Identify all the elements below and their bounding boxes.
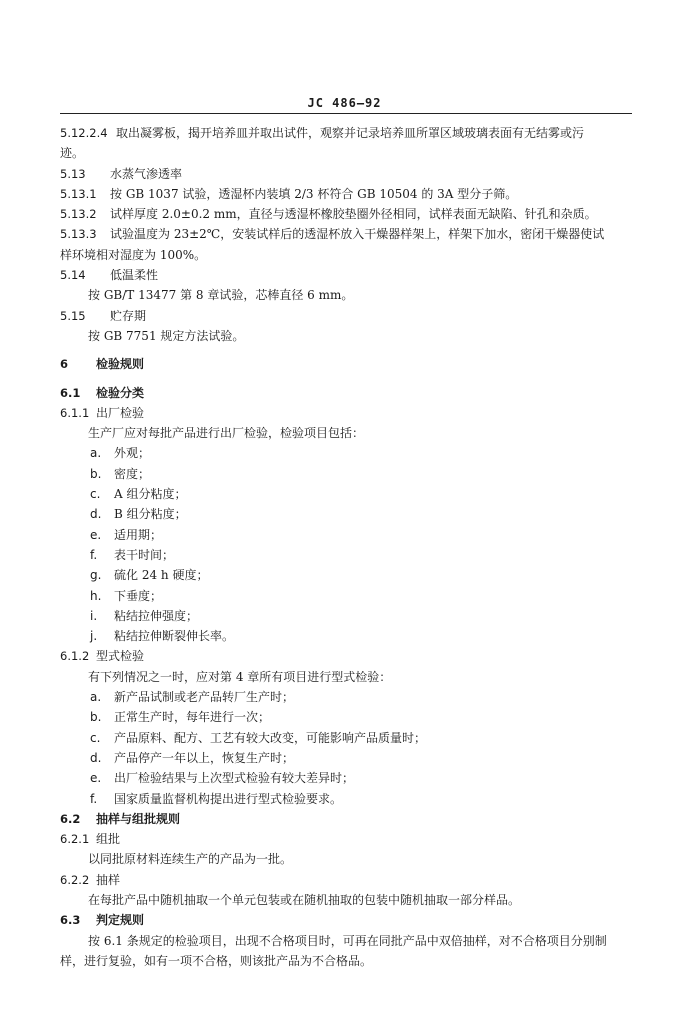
- clause-text: 按 6.1 条规定的检验项目，出现不合格项目时，可再在同批产品中双倍抽样，对不合格项目分别制: [88, 933, 607, 948]
- clause-text: 按 GB/T 13477 第 8 章试验，芯棒直径 6 mm。: [88, 288, 354, 303]
- list-label: c.: [90, 730, 101, 745]
- clause-text: 按 GB 1037 试验，透湿杯内装填 2/3 杯符合 GB 10504 的 3A 型分子筛。: [110, 186, 518, 201]
- clause-5-13: [60, 164, 640, 184]
- clause-6-1-1: [60, 403, 640, 423]
- list-item: [60, 565, 640, 585]
- list-label: i.: [90, 608, 98, 623]
- list-text: 硫化 24 h 硬度；: [114, 568, 209, 583]
- list-text: 产品停产一年以上，恢复生产时；: [114, 750, 295, 765]
- clause-text: 在每批产品中随机抽取一个单元包装或在随机抽取的包装中随机抽取一部分样品。: [88, 892, 521, 907]
- clause-title: 判定规则: [96, 913, 145, 928]
- list-label: a.: [90, 690, 102, 705]
- clause-5-15-text: [60, 326, 640, 346]
- clause-6-2-1: [60, 829, 640, 849]
- list-text: 产品原料、配方、工艺有较大改变，可能影响产品质量时；: [114, 730, 427, 745]
- clause-title: 抽样: [96, 872, 121, 887]
- document-body: [60, 123, 640, 971]
- clause-text: 取出凝雾板，揭开培养皿并取出试件，观察并记录培养皿所罩区域玻璃表面有无结雾或污: [116, 126, 585, 140]
- clause-5-12-2-4-cont: [60, 143, 640, 163]
- clause-number: 5.13.2: [60, 207, 97, 222]
- clause-6-3: [60, 910, 640, 930]
- clause-title: 出厂检验: [96, 405, 145, 420]
- list-item: [60, 545, 640, 565]
- list-label: f.: [90, 547, 98, 562]
- list-label: a.: [90, 446, 102, 461]
- clause-5-14-text: [60, 285, 640, 305]
- list-label: g.: [90, 568, 102, 583]
- clause-number: 6.1.2: [60, 649, 90, 664]
- clause-5-13-1: [60, 184, 640, 204]
- clause-number: 5.13: [60, 166, 86, 181]
- list-item: [60, 443, 640, 463]
- clause-6-2: [60, 809, 640, 829]
- clause-text: 试样厚度 2.0±0.2 mm，直径与透湿杯橡胶垫圈外径相同，试样表面无缺陷、针孔和杂质。: [110, 207, 597, 222]
- clause-number: 5.13.3: [60, 227, 97, 242]
- clause-title: 组批: [96, 832, 121, 847]
- clause-number: 6.1.1: [60, 405, 90, 420]
- clause-title: 抽样与组批规则: [96, 811, 181, 826]
- clause-text: 试验温度为 23±2℃，安装试样后的透湿杯放入干燥器样架上，样架下加水，密闭干燥器使试: [110, 227, 605, 242]
- clause-text: 样，进行复验，如有一项不合格，则该批产品为不合格品。: [60, 953, 373, 968]
- clause-title: 水蒸气渗透率: [110, 166, 183, 181]
- clause-6-1-2: [60, 646, 640, 666]
- list-label: b.: [90, 466, 102, 481]
- clause-5-13-3: [60, 224, 640, 244]
- clause-number: 6.2.2: [60, 872, 90, 887]
- list-text: 适用期；: [114, 527, 163, 542]
- list-item: [60, 484, 640, 504]
- list-text: 新产品试制或老产品转厂生产时；: [114, 690, 295, 705]
- list-text: 外观；: [114, 446, 151, 461]
- list-text: 密度；: [114, 466, 151, 481]
- clause-number: 5.15: [60, 308, 86, 323]
- chapter-6: [60, 354, 640, 374]
- list-item: [60, 626, 640, 646]
- clause-text: 以同批原材料连续生产的产品为一批。: [88, 852, 293, 867]
- list-text: 正常生产时，每年进行一次；: [114, 710, 271, 725]
- list-label: j.: [90, 629, 98, 644]
- clause-number: 6.2: [60, 811, 81, 826]
- clause-number: 5.14: [60, 268, 86, 283]
- clause-text: 样环境相对湿度为 100%。: [60, 247, 207, 262]
- clause-6-3-text-cont: [60, 951, 640, 971]
- clause-text: 有下列情况之一时，应对第 4 章所有项目进行型式检验：: [88, 669, 392, 684]
- clause-5-13-2: [60, 204, 640, 224]
- clause-5-15: [60, 306, 640, 326]
- list-text: 国家质量监督机构提出进行型式检验要求。: [114, 791, 343, 806]
- list-label: f.: [90, 791, 98, 806]
- list-item: [60, 504, 640, 524]
- clause-5-14: [60, 265, 640, 285]
- clause-6-1-2-intro: [60, 667, 640, 687]
- clause-text: 按 GB 7751 规定方法试验。: [88, 328, 245, 343]
- list-label: d.: [90, 750, 102, 765]
- list-item: [60, 606, 640, 626]
- clause-title: 检验分类: [96, 385, 145, 400]
- page-header-doc-id: JC 486—92: [307, 96, 382, 110]
- clause-text: 迹。: [60, 146, 85, 161]
- list-item: [60, 464, 640, 484]
- chapter-title: 检验规则: [96, 357, 145, 372]
- list-text: 出厂检验结果与上次型式检验有较大差异时；: [114, 771, 355, 786]
- list-text: A 组分粘度；: [114, 487, 187, 502]
- clause-5-12-2-4: [60, 123, 640, 143]
- chapter-number: 6: [60, 357, 69, 372]
- clause-6-2-2-text: [60, 890, 640, 910]
- clause-text: 生产厂应对每批产品进行出厂检验，检验项目包括：: [88, 426, 365, 441]
- clause-number: 6.1: [60, 385, 81, 400]
- list-text: 粘结拉伸强度；: [114, 608, 199, 623]
- list-item: [60, 586, 640, 606]
- clause-number: 5.13.1: [60, 186, 97, 201]
- list-label: c.: [90, 487, 101, 502]
- list-item: [60, 768, 640, 788]
- list-item: [60, 728, 640, 748]
- clause-6-2-1-text: [60, 849, 640, 869]
- list-label: e.: [90, 771, 102, 786]
- list-label: d.: [90, 507, 102, 522]
- list-text: 粘结拉伸断裂伸长率。: [114, 629, 235, 644]
- clause-6-1: [60, 383, 640, 403]
- list-text: 下垂度；: [114, 588, 163, 603]
- list-label: b.: [90, 710, 102, 725]
- list-text: 表干时间；: [114, 547, 175, 562]
- clause-6-2-2: [60, 870, 640, 890]
- list-label: e.: [90, 527, 102, 542]
- clause-title: 型式检验: [96, 649, 145, 664]
- list-item: [60, 748, 640, 768]
- list-item: [60, 789, 640, 809]
- clause-number: 6.2.1: [60, 832, 90, 847]
- clause-title: 低温柔性: [110, 268, 159, 283]
- clause-6-3-text: [60, 931, 640, 951]
- header-rule: [60, 113, 632, 114]
- clause-6-1-1-intro: [60, 423, 640, 443]
- list-text: B 组分粘度；: [114, 507, 187, 522]
- list-label: h.: [90, 588, 102, 603]
- clause-number: 6.3: [60, 913, 81, 928]
- clause-title: 贮存期: [110, 308, 147, 323]
- clause-number: 5.12.2.4: [60, 126, 108, 140]
- clause-5-13-3-cont: [60, 245, 640, 265]
- list-item: [60, 525, 640, 545]
- list-item: [60, 687, 640, 707]
- list-item: [60, 707, 640, 727]
